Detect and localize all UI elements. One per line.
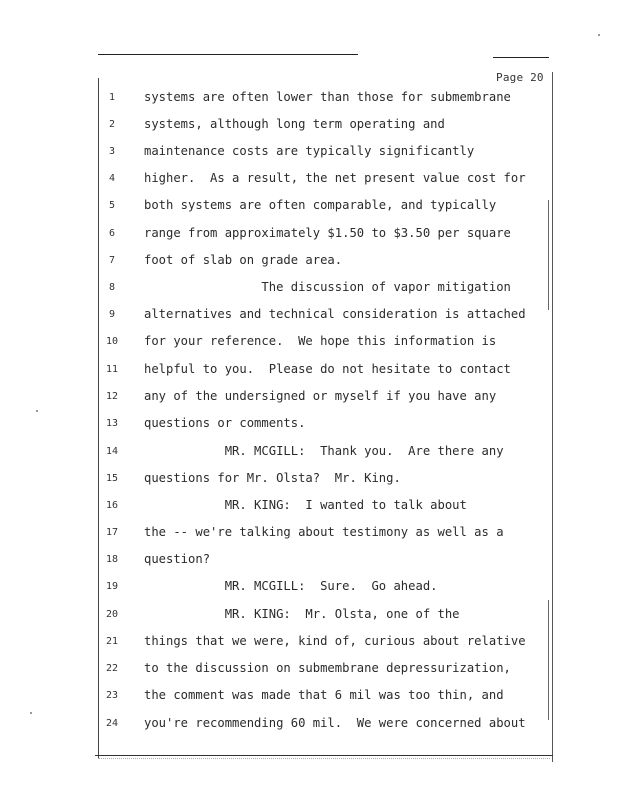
line-text: alternatives and technical consideration is attached bbox=[144, 307, 526, 321]
transcript-line bbox=[0, 525, 619, 552]
line-number: 10 bbox=[105, 336, 119, 347]
transcript-line bbox=[0, 471, 619, 498]
line-number: 9 bbox=[108, 309, 116, 320]
line-number: 17 bbox=[105, 527, 119, 538]
transcript-line bbox=[0, 389, 619, 416]
transcript-line bbox=[0, 416, 619, 443]
line-number: 19 bbox=[105, 581, 119, 592]
line-text: MR. KING: I wanted to talk about bbox=[144, 498, 467, 512]
transcript-line bbox=[0, 334, 619, 361]
line-text: The discussion of vapor mitigation bbox=[144, 280, 511, 294]
line-text: maintenance costs are typically significantly bbox=[144, 144, 475, 158]
transcript-line bbox=[0, 634, 619, 661]
transcript-line bbox=[0, 362, 619, 389]
transcript-line bbox=[0, 144, 619, 171]
line-text: any of the undersigned or myself if you have any bbox=[144, 389, 497, 403]
line-text: MR. KING: Mr. Olsta, one of the bbox=[144, 607, 460, 621]
line-text: things that we were, kind of, curious about relative bbox=[144, 634, 526, 648]
footer-rule bbox=[95, 755, 553, 756]
line-text: helpful to you. Please do not hesitate to contact bbox=[144, 362, 511, 376]
line-text: questions for Mr. Olsta? Mr. King. bbox=[144, 471, 401, 485]
transcript-line bbox=[0, 607, 619, 634]
transcript-line bbox=[0, 226, 619, 253]
line-number: 5 bbox=[108, 200, 116, 211]
line-text: MR. MCGILL: Sure. Go ahead. bbox=[144, 579, 438, 593]
transcript-line bbox=[0, 90, 619, 117]
scan-speck bbox=[598, 34, 600, 36]
line-text: to the discussion on submembrane depressurization, bbox=[144, 661, 511, 675]
line-number: 16 bbox=[105, 500, 119, 511]
transcript-line bbox=[0, 498, 619, 525]
line-number: 21 bbox=[105, 636, 119, 647]
line-number: 7 bbox=[108, 255, 116, 266]
line-text: systems are often lower than those for submembrane bbox=[144, 90, 511, 104]
line-number: 18 bbox=[105, 554, 119, 565]
line-text: the -- we're talking about testimony as well as a bbox=[144, 525, 504, 539]
transcript-line bbox=[0, 198, 619, 225]
line-number: 6 bbox=[108, 228, 116, 239]
line-number: 23 bbox=[105, 690, 119, 701]
line-text: question? bbox=[144, 552, 211, 566]
footer-scan-noise bbox=[98, 758, 550, 759]
line-number: 2 bbox=[108, 119, 116, 130]
transcript-line bbox=[0, 171, 619, 198]
line-number: 12 bbox=[105, 391, 119, 402]
transcript-line bbox=[0, 552, 619, 579]
line-number: 14 bbox=[105, 446, 119, 457]
transcript-line bbox=[0, 579, 619, 606]
line-text: systems, although long term operating and bbox=[144, 117, 445, 131]
line-number: 24 bbox=[105, 718, 119, 729]
page-number: Page 20 bbox=[496, 71, 544, 84]
line-number: 11 bbox=[105, 364, 119, 375]
transcript-line bbox=[0, 117, 619, 144]
transcript-line bbox=[0, 661, 619, 688]
transcript-line bbox=[0, 716, 619, 743]
line-number: 22 bbox=[105, 663, 119, 674]
line-text: questions or comments. bbox=[144, 416, 306, 430]
line-number: 3 bbox=[108, 146, 116, 157]
scan-speck bbox=[30, 712, 32, 714]
line-number: 20 bbox=[105, 609, 119, 620]
line-text: both systems are often comparable, and typically bbox=[144, 198, 497, 212]
line-text: for your reference. We hope this information is bbox=[144, 334, 497, 348]
transcript-line bbox=[0, 280, 619, 307]
line-text: you're recommending 60 mil. We were concerned about bbox=[144, 716, 526, 730]
line-number: 8 bbox=[108, 282, 116, 293]
transcript-line bbox=[0, 253, 619, 280]
line-number: 13 bbox=[105, 418, 119, 429]
line-text: higher. As a result, the net present value cost for bbox=[144, 171, 526, 185]
line-text: the comment was made that 6 mil was too thin, and bbox=[144, 688, 504, 702]
line-number: 1 bbox=[108, 92, 116, 103]
line-text: MR. MCGILL: Thank you. Are there any bbox=[144, 444, 504, 458]
transcript-line bbox=[0, 444, 619, 471]
line-number: 4 bbox=[108, 173, 116, 184]
transcript-line bbox=[0, 688, 619, 715]
scan-speck bbox=[36, 410, 38, 412]
line-text: range from approximately $1.50 to $3.50 per square bbox=[144, 226, 511, 240]
line-number: 15 bbox=[105, 473, 119, 484]
line-text: foot of slab on grade area. bbox=[144, 253, 343, 267]
transcript-line bbox=[0, 307, 619, 334]
